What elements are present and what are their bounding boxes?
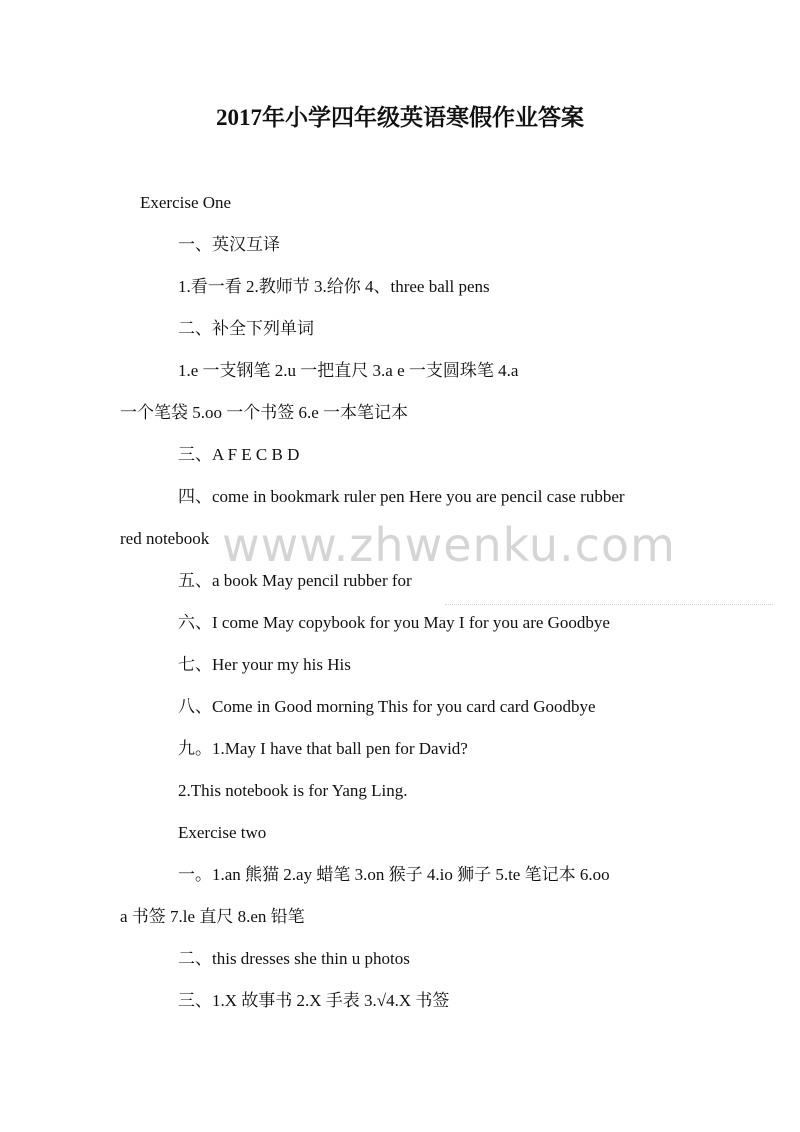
answer-line: 四、come in bookmark ruler pen Here you are pencil case rubber	[178, 487, 625, 506]
answer-line: 八、Come in Good morning This for you card card Goodbye	[178, 697, 596, 716]
question-heading: 一、英汉互译	[178, 235, 280, 254]
answer-line: 三、1.X 故事书 2.X 手表 3.√4.X 书签	[178, 991, 450, 1010]
answer-line: 一。1.an 熊猫 2.ay 蜡笔 3.on 猴子 4.io 狮子 5.te 笔记本 6.oo	[178, 865, 610, 884]
question-heading: 二、补全下列单词	[178, 319, 314, 338]
answer-line: 一个笔袋 5.oo 一个书签 6.e 一本笔记本	[120, 403, 409, 422]
answer-line: 2.This notebook is for Yang Ling.	[178, 781, 408, 800]
answer-line: 七、Her your my his His	[178, 655, 351, 674]
section-heading: Exercise two	[178, 823, 267, 842]
answer-line: 二、this dresses she thin u photos	[178, 949, 410, 968]
answer-line: 三、A F E C B D	[178, 445, 300, 464]
answer-line: a 书签 7.le 直尺 8.en 铅笔	[120, 907, 305, 926]
dotted-divider	[445, 604, 773, 605]
section-heading: Exercise One	[140, 193, 232, 212]
watermark: www.zhwenku.com	[222, 518, 676, 572]
answer-line: red notebook	[120, 529, 210, 548]
answer-line: 九。1.May I have that ball pen for David?	[178, 739, 468, 758]
document-title: 2017年小学四年级英语寒假作业答案	[216, 105, 584, 130]
answer-line: 六、I come May copybook for you May I for you are Goodbye	[178, 613, 610, 632]
answer-line: 1.e 一支钢笔 2.u 一把直尺 3.a e 一支圆珠笔 4.a	[178, 361, 519, 380]
answer-line: 1.看一看 2.教师节 3.给你 4、three ball pens	[178, 277, 490, 296]
answer-line: 五、a book May pencil rubber for	[178, 571, 412, 590]
